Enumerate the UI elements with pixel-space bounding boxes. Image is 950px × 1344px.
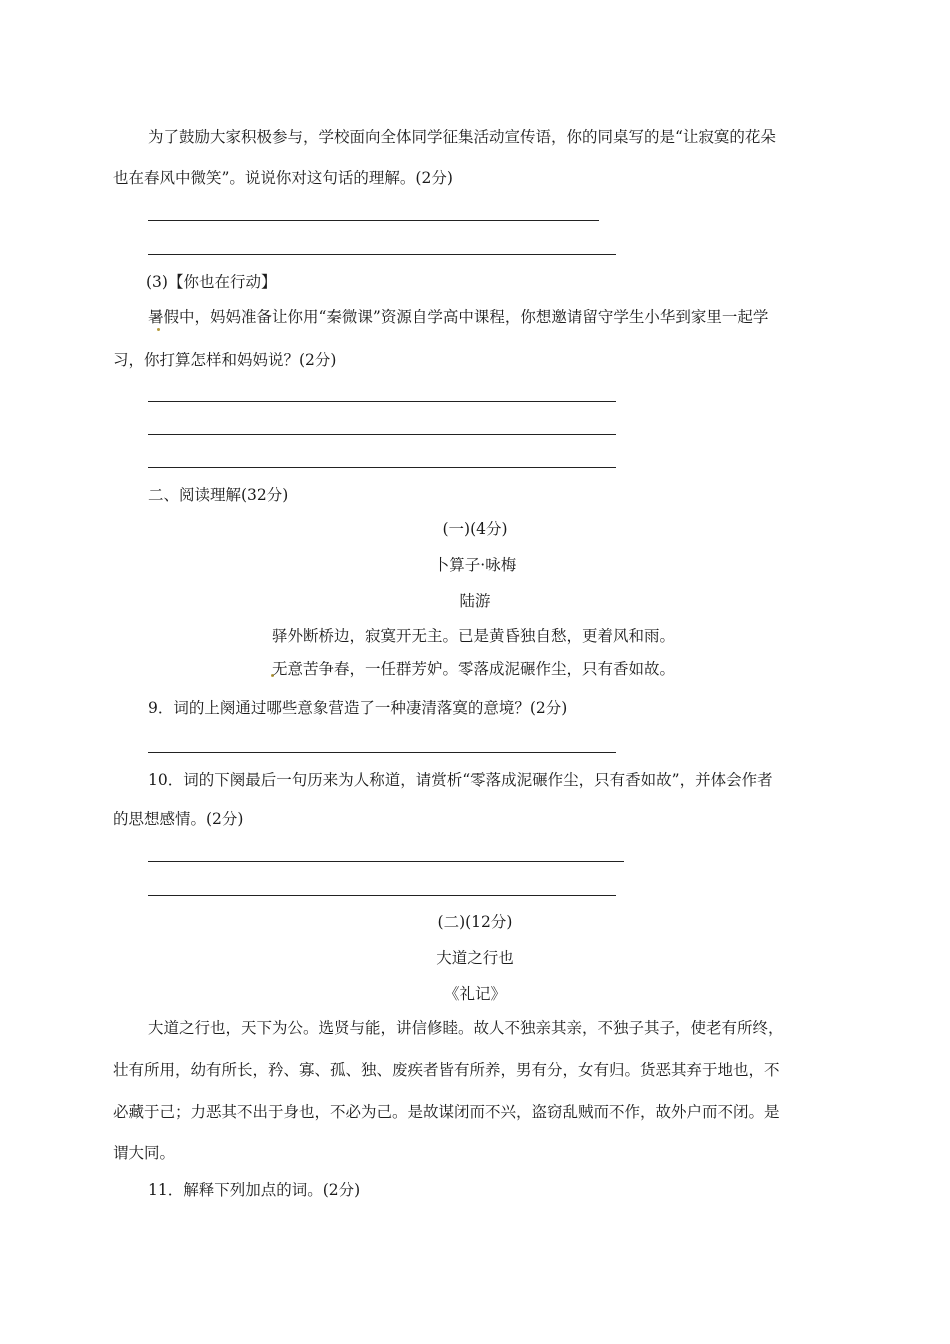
classical-text-line: 必藏于己；力恶其不出于身也，不必为己。是故谋闭而不兴，盗窃乱贼而不作，故外户而不闭。是 [113,1103,780,1121]
question-10-line: 的思想感情。(2分) [113,810,244,828]
emphasis-dot [157,328,160,331]
poem-line: 无意苦争春，一任群芳妒。零落成泥碾作尘，只有香如故。 [272,660,676,678]
text-title: 大道之行也 [436,949,514,967]
section-heading: 二、阅读理解(32分) [148,486,289,504]
part-title: (一)(4分) [442,520,508,538]
passage-text-line: 也在春风中微笑”。说说你对这句话的理解。(2分) [113,169,453,187]
question-11: 11．解释下列加点的词。(2分) [148,1181,361,1199]
poem-author: 陆游 [459,592,491,610]
text-source: 《礼记》 [443,985,506,1003]
answer-line [148,401,616,402]
classical-text-line: 谓大同。 [113,1144,176,1162]
classical-text-line: 壮有所用，幼有所长，矜、寡、孤、独、废疾者皆有所养，男有分，女有归。货恶其弃于地也，不 [113,1061,780,1079]
answer-line [148,220,599,221]
passage-text-line: 暑假中，妈妈准备让你用“秦微课”资源自学高中课程，你想邀请留守学生小华到家里一起学 [148,308,769,326]
part-title: (二)(12分) [437,913,513,931]
classical-text-line: 大道之行也，天下为公。选贤与能，讲信修睦。故人不独亲其亲，不独子其子，使老有所终， [148,1019,784,1037]
answer-line [148,434,616,435]
passage-text-line: 习，你打算怎样和妈妈说？(2分) [113,351,337,369]
answer-line [148,895,616,896]
answer-line [148,861,624,862]
question-10-line: 10．词的下阕最后一句历来为人称道，请赏析“零落成泥碾作尘，只有香如故”，并体会作者 [148,771,773,789]
answer-line [148,752,616,753]
question-9: 9．词的上阕通过哪些意象营造了一种凄清落寞的意境？(2分) [148,699,568,717]
poem-title: 卜算子·咏梅 [433,556,517,574]
subsection-heading: (3)【你也在行动】 [146,273,277,291]
passage-text-line: 为了鼓励大家积极参与，学校面向全体同学征集活动宣传语，你的同桌写的是“让寂寞的花朵 [148,128,776,146]
answer-line [148,254,616,255]
poem-line: 驿外断桥边，寂寞开无主。已是黄昏独自愁，更着风和雨。 [272,627,676,645]
answer-line [148,467,616,468]
